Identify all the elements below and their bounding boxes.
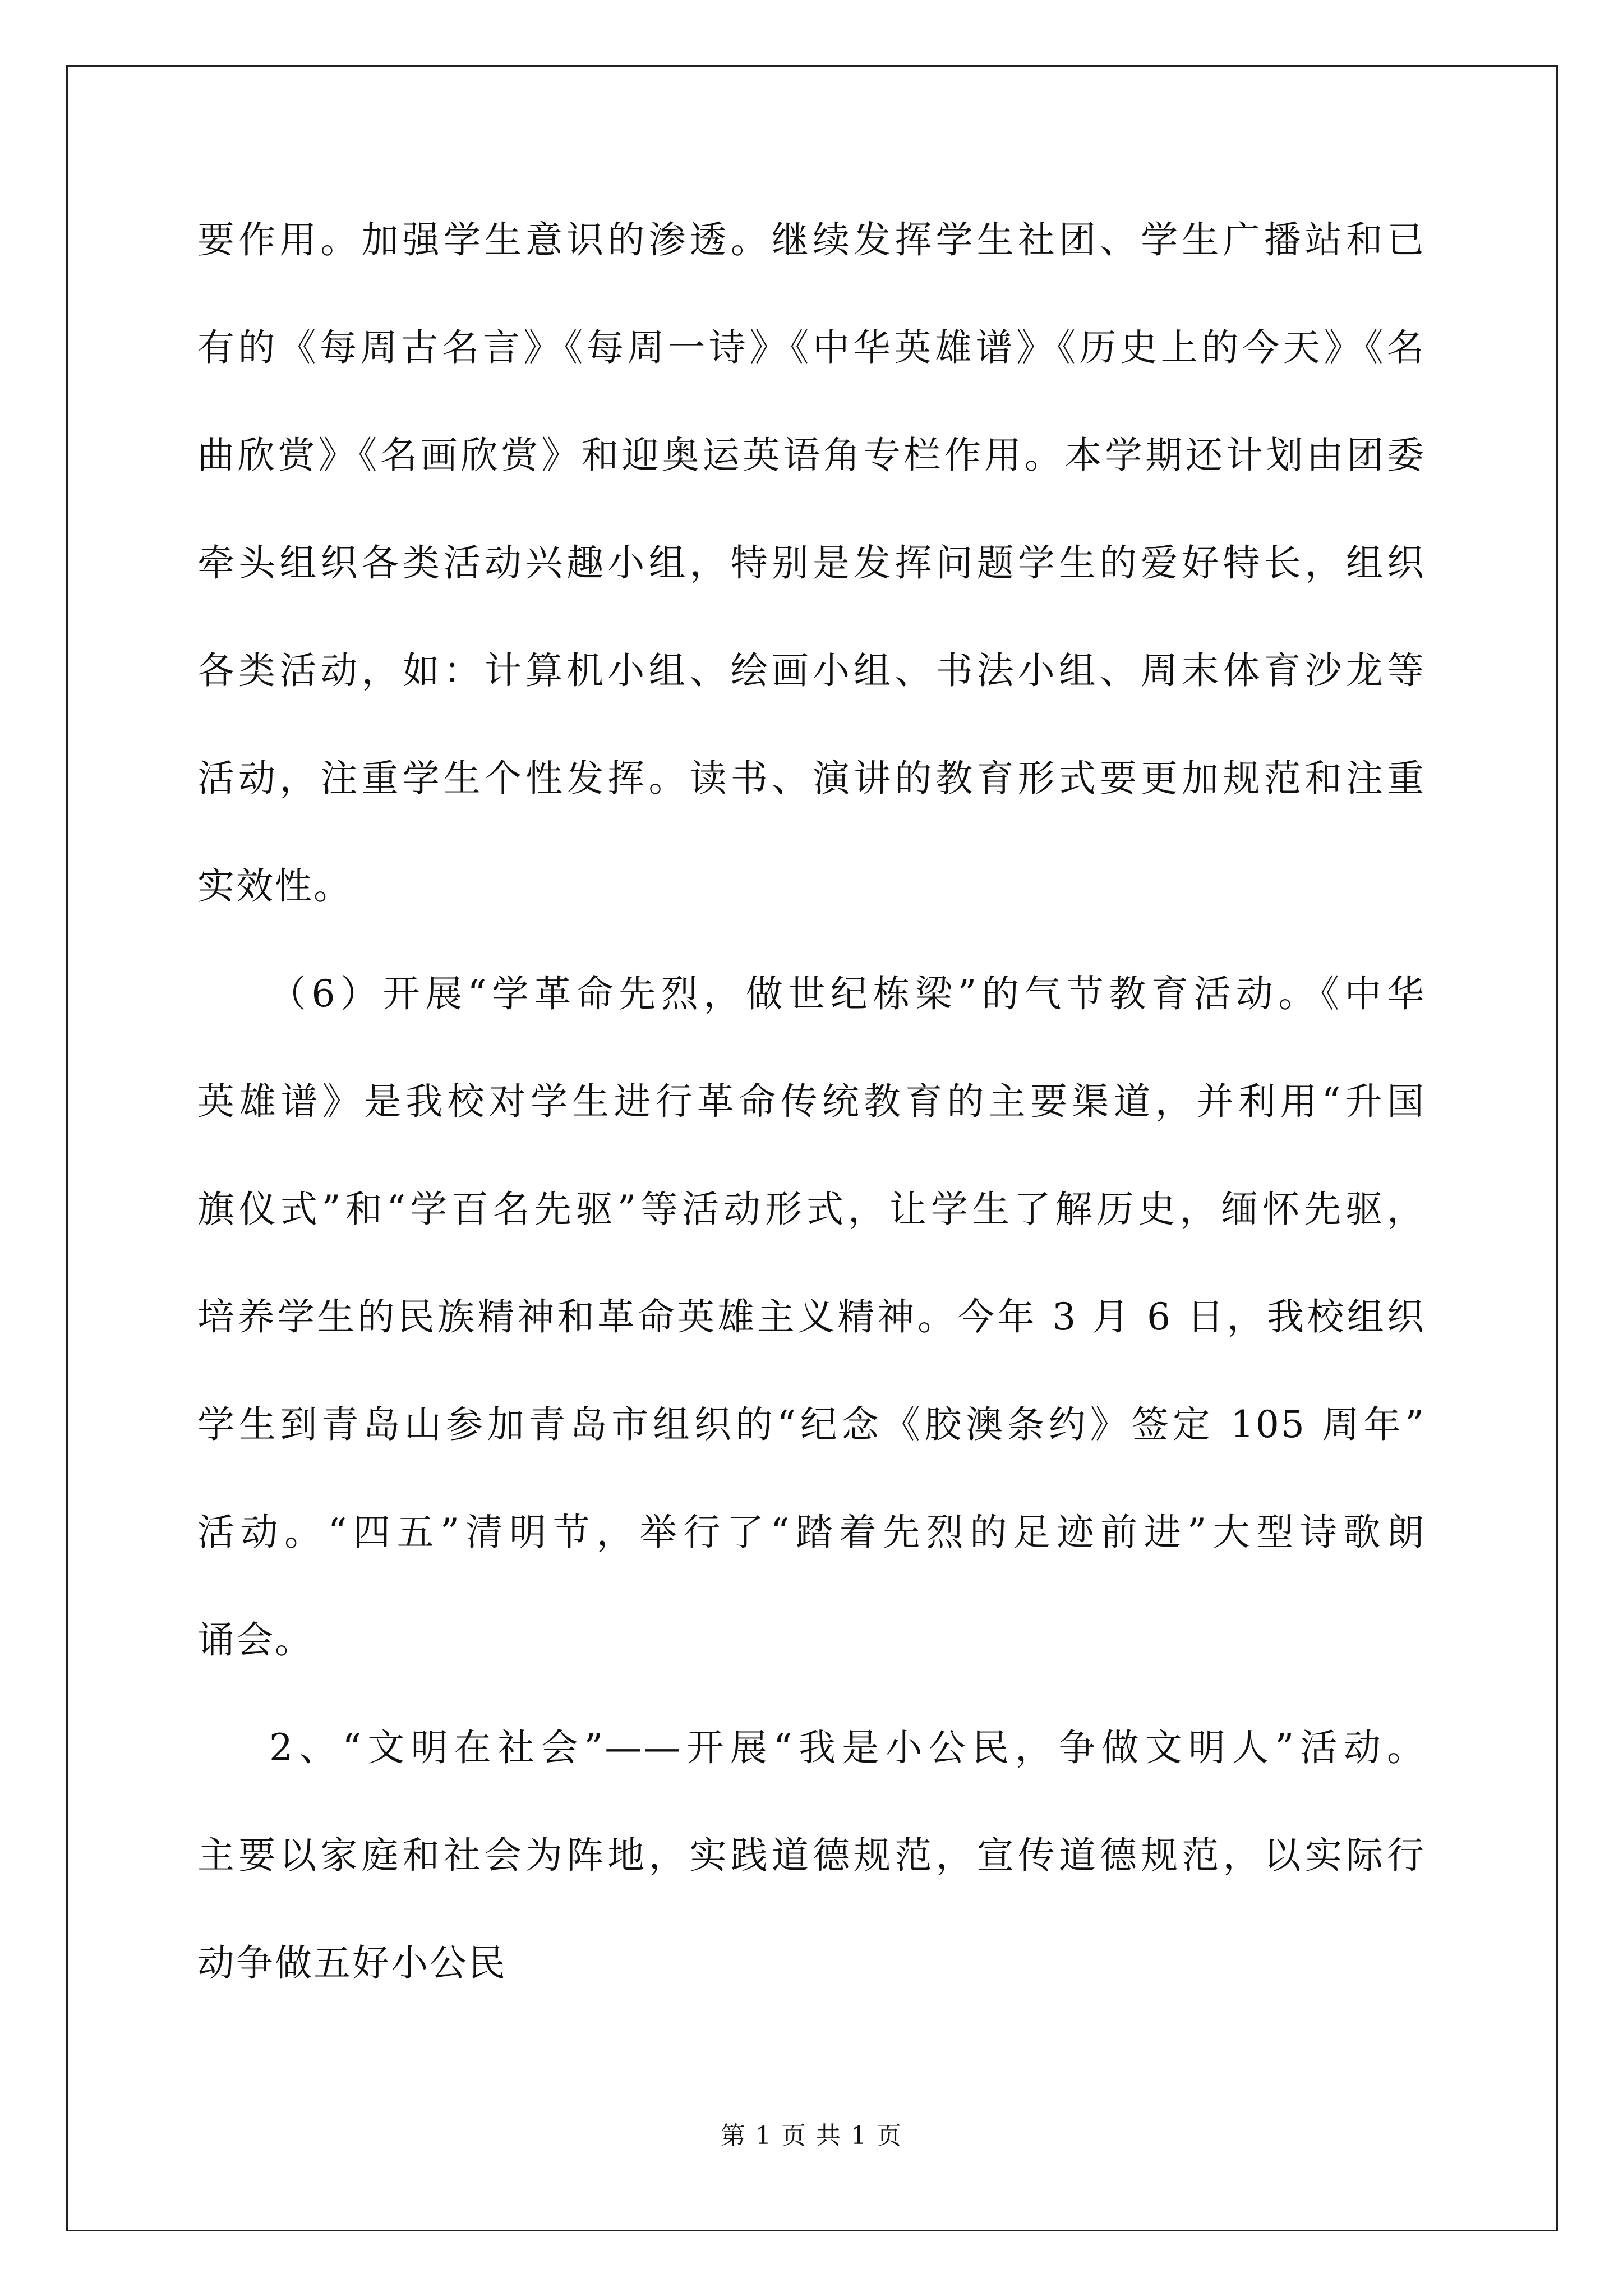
document-body: [197, 218, 1426, 2049]
paragraph-line: 培养学生的民族精神和革命英雄主义精神。今年 3 月 6 日，我校组织: [197, 1295, 1426, 1338]
paragraph-line: 学生到青岛山参加青岛市组织的“纪念《胶澳条约》签定 105 周年”: [197, 1403, 1426, 1446]
paragraph-line: 实效性。: [197, 864, 352, 908]
paragraph-line: 要作用。加强学生意识的渗透。继续发挥学生社团、学生广播站和已: [197, 218, 1426, 261]
paragraph-line: 2、“文明在社会”——开展“我是小公民，争做文明人”活动。: [269, 1726, 1426, 1769]
page-number-footer: 第 1 页 共 1 页: [721, 2122, 902, 2150]
paragraph-line: 动争做五好小公民: [197, 1941, 507, 1985]
paragraph-line: 活动。“四五”清明节，举行了“踏着先烈的足迹前进”大型诗歌朗: [197, 1511, 1426, 1554]
paragraph-line: 主要以家庭和社会为阵地，实践道德规范，宣传道德规范，以实际行: [197, 1834, 1426, 1877]
paragraph-line: 活动，注重学生个性发挥。读书、演讲的教育形式要更加规范和注重: [197, 757, 1426, 800]
paragraph-line: 有的《每周古名言》《每周一诗》《中华英雄谱》《历史上的今天》《名: [197, 326, 1426, 369]
paragraph-line: 各类活动，如：计算机小组、绘画小组、书法小组、周末体育沙龙等: [197, 649, 1426, 692]
paragraph-line: 旗仪式”和“学百名先驱”等活动形式，让学生了解历史，缅怀先驱，: [197, 1188, 1426, 1231]
paragraph-line: 诵会。: [197, 1618, 313, 1662]
paragraph-line: （6）开展“学革命先烈，做世纪栋梁”的气节教育活动。《中华: [269, 972, 1426, 1015]
paragraph-line: 牵头组织各类活动兴趣小组，特别是发挥问题学生的爱好特长，组织: [197, 541, 1426, 585]
paragraph-line: 曲欣赏》《名画欣赏》和迎奥运英语角专栏作用。本学期还计划由团委: [197, 434, 1426, 477]
paragraph-line: 英雄谱》是我校对学生进行革命传统教育的主要渠道，并利用“升国: [197, 1080, 1426, 1123]
